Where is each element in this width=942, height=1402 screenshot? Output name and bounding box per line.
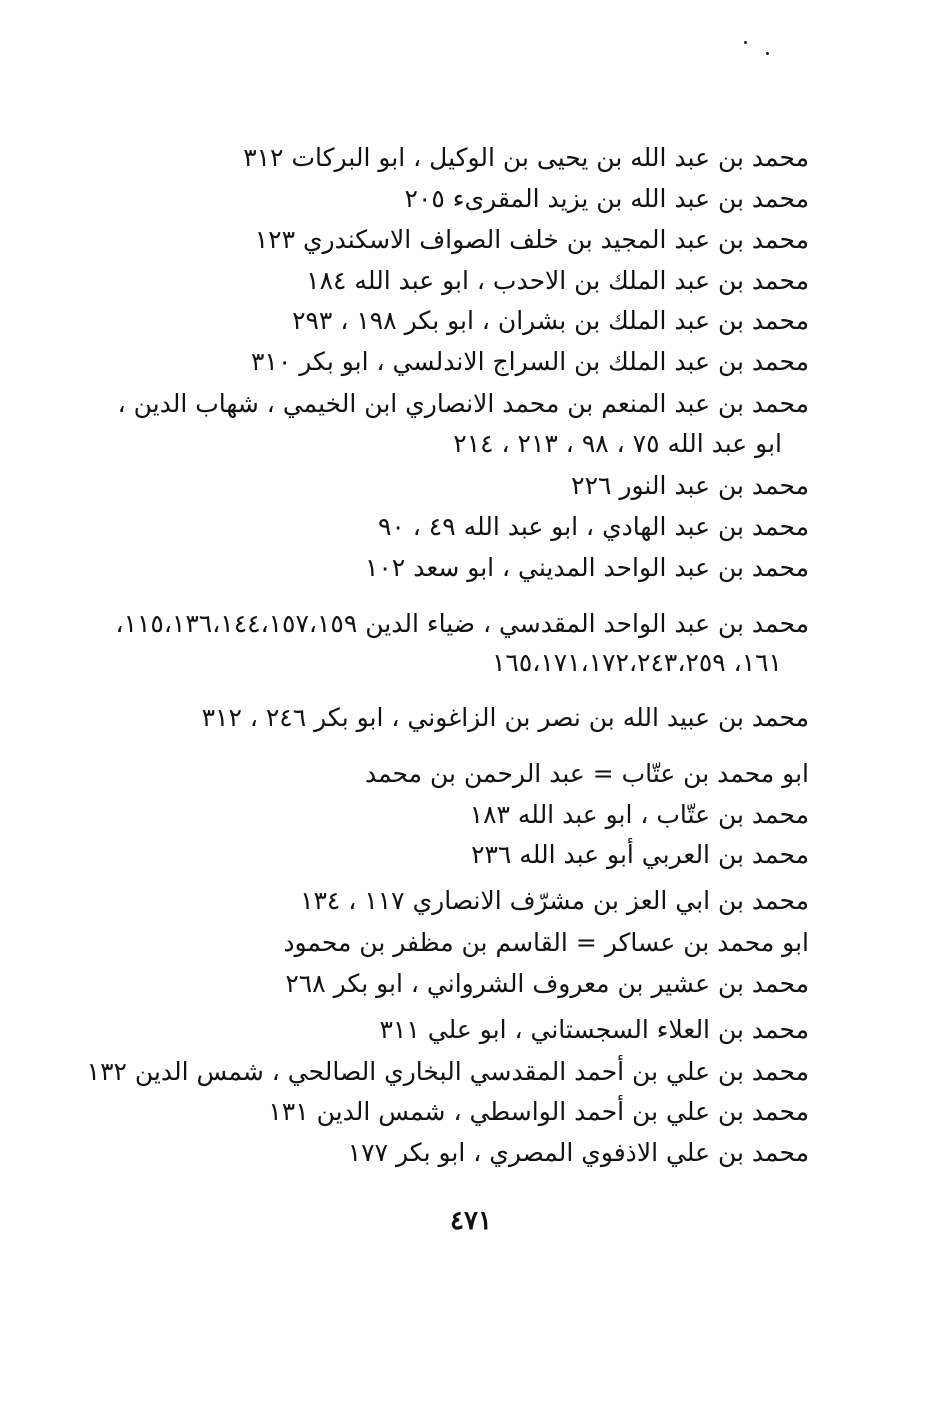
index-entry: محمد بن عبد الملك بن بشران ، ابو بكر ١٩٨ ، ٢٩٣ bbox=[292, 306, 809, 335]
print-speck bbox=[766, 52, 769, 55]
index-entry: محمد بن علي الاذفوي المصري ، ابو بكر ١٧٧ bbox=[347, 1138, 809, 1167]
index-entry: محمد بن ابي العز بن مشرّف الانصاري ١١٧ ، ١٣٤ bbox=[300, 886, 809, 915]
index-entry-continuation: ١٦١، ١٦٥،١٧١،١٧٢،٢٤٣،٢٥٩ bbox=[491, 648, 782, 677]
index-entry: محمد بن عبد الملك بن الاحدب ، ابو عبد الله ١٨٤ bbox=[306, 266, 809, 295]
index-entry: محمد بن العلاء السجستاني ، ابو علي ٣١١ bbox=[379, 1015, 809, 1044]
print-speck bbox=[744, 41, 747, 44]
index-entry: محمد بن عبد الواحد المديني ، ابو سعد ١٠٢ bbox=[364, 553, 809, 582]
index-entry: محمد بن عبيد الله بن نصر بن الزاغوني ، ابو بكر ٢٤٦ ، ٣١٢ bbox=[201, 703, 809, 732]
index-entry-continuation: ابو عبد الله ٧٥ ، ٩٨ ، ٢١٣ ، ٢١٤ bbox=[453, 429, 782, 458]
index-entry: محمد بن علي بن أحمد المقدسي البخاري الصالحي ، شمس الدين ١٣٢ bbox=[86, 1057, 809, 1086]
index-entry: محمد بن عبد الهادي ، ابو عبد الله ٤٩ ، ٩٠ bbox=[377, 512, 809, 541]
index-entry: ابو محمد بن عساكر = القاسم بن مظفر بن محمود bbox=[283, 928, 809, 957]
index-entry: محمد بن عبد الملك بن السراج الاندلسي ، ابو بكر ٣١٠ bbox=[250, 347, 809, 376]
index-entry: محمد بن عبد الله بن يزيد المقرىء ٢٠٥ bbox=[404, 184, 809, 213]
index-entry: محمد بن عشير بن معروف الشرواني ، ابو بكر ٢٦٨ bbox=[285, 969, 809, 998]
index-entry: محمد بن عبد المجيد بن خلف الصواف الاسكندري ١٢٣ bbox=[254, 225, 809, 254]
page-number: ٤٧١ bbox=[450, 1206, 492, 1236]
index-entry: محمد بن علي بن أحمد الواسطي ، شمس الدين ١٣١ bbox=[268, 1097, 809, 1126]
index-entry: محمد بن عبد الواحد المقدسي ، ضياء الدين ١١٥،١٣٦،١٤٤،١٥٧،١٥٩، bbox=[115, 609, 809, 638]
index-entry: ابو محمد بن عتّاب = عبد الرحمن بن محمد bbox=[364, 759, 809, 788]
index-entry: محمد بن العربي أبو عبد الله ٢٣٦ bbox=[471, 840, 809, 869]
index-entry: محمد بن عبد النور ٢٢٦ bbox=[571, 471, 809, 500]
index-entry: محمد بن عتّاب ، ابو عبد الله ١٨٣ bbox=[469, 800, 809, 829]
index-entry: محمد بن عبد المنعم بن محمد الانصاري ابن الخيمي ، شهاب الدين ، bbox=[117, 389, 809, 418]
index-entry: محمد بن عبد الله بن يحيى بن الوكيل ، ابو البركات ٣١٢ bbox=[243, 143, 809, 172]
